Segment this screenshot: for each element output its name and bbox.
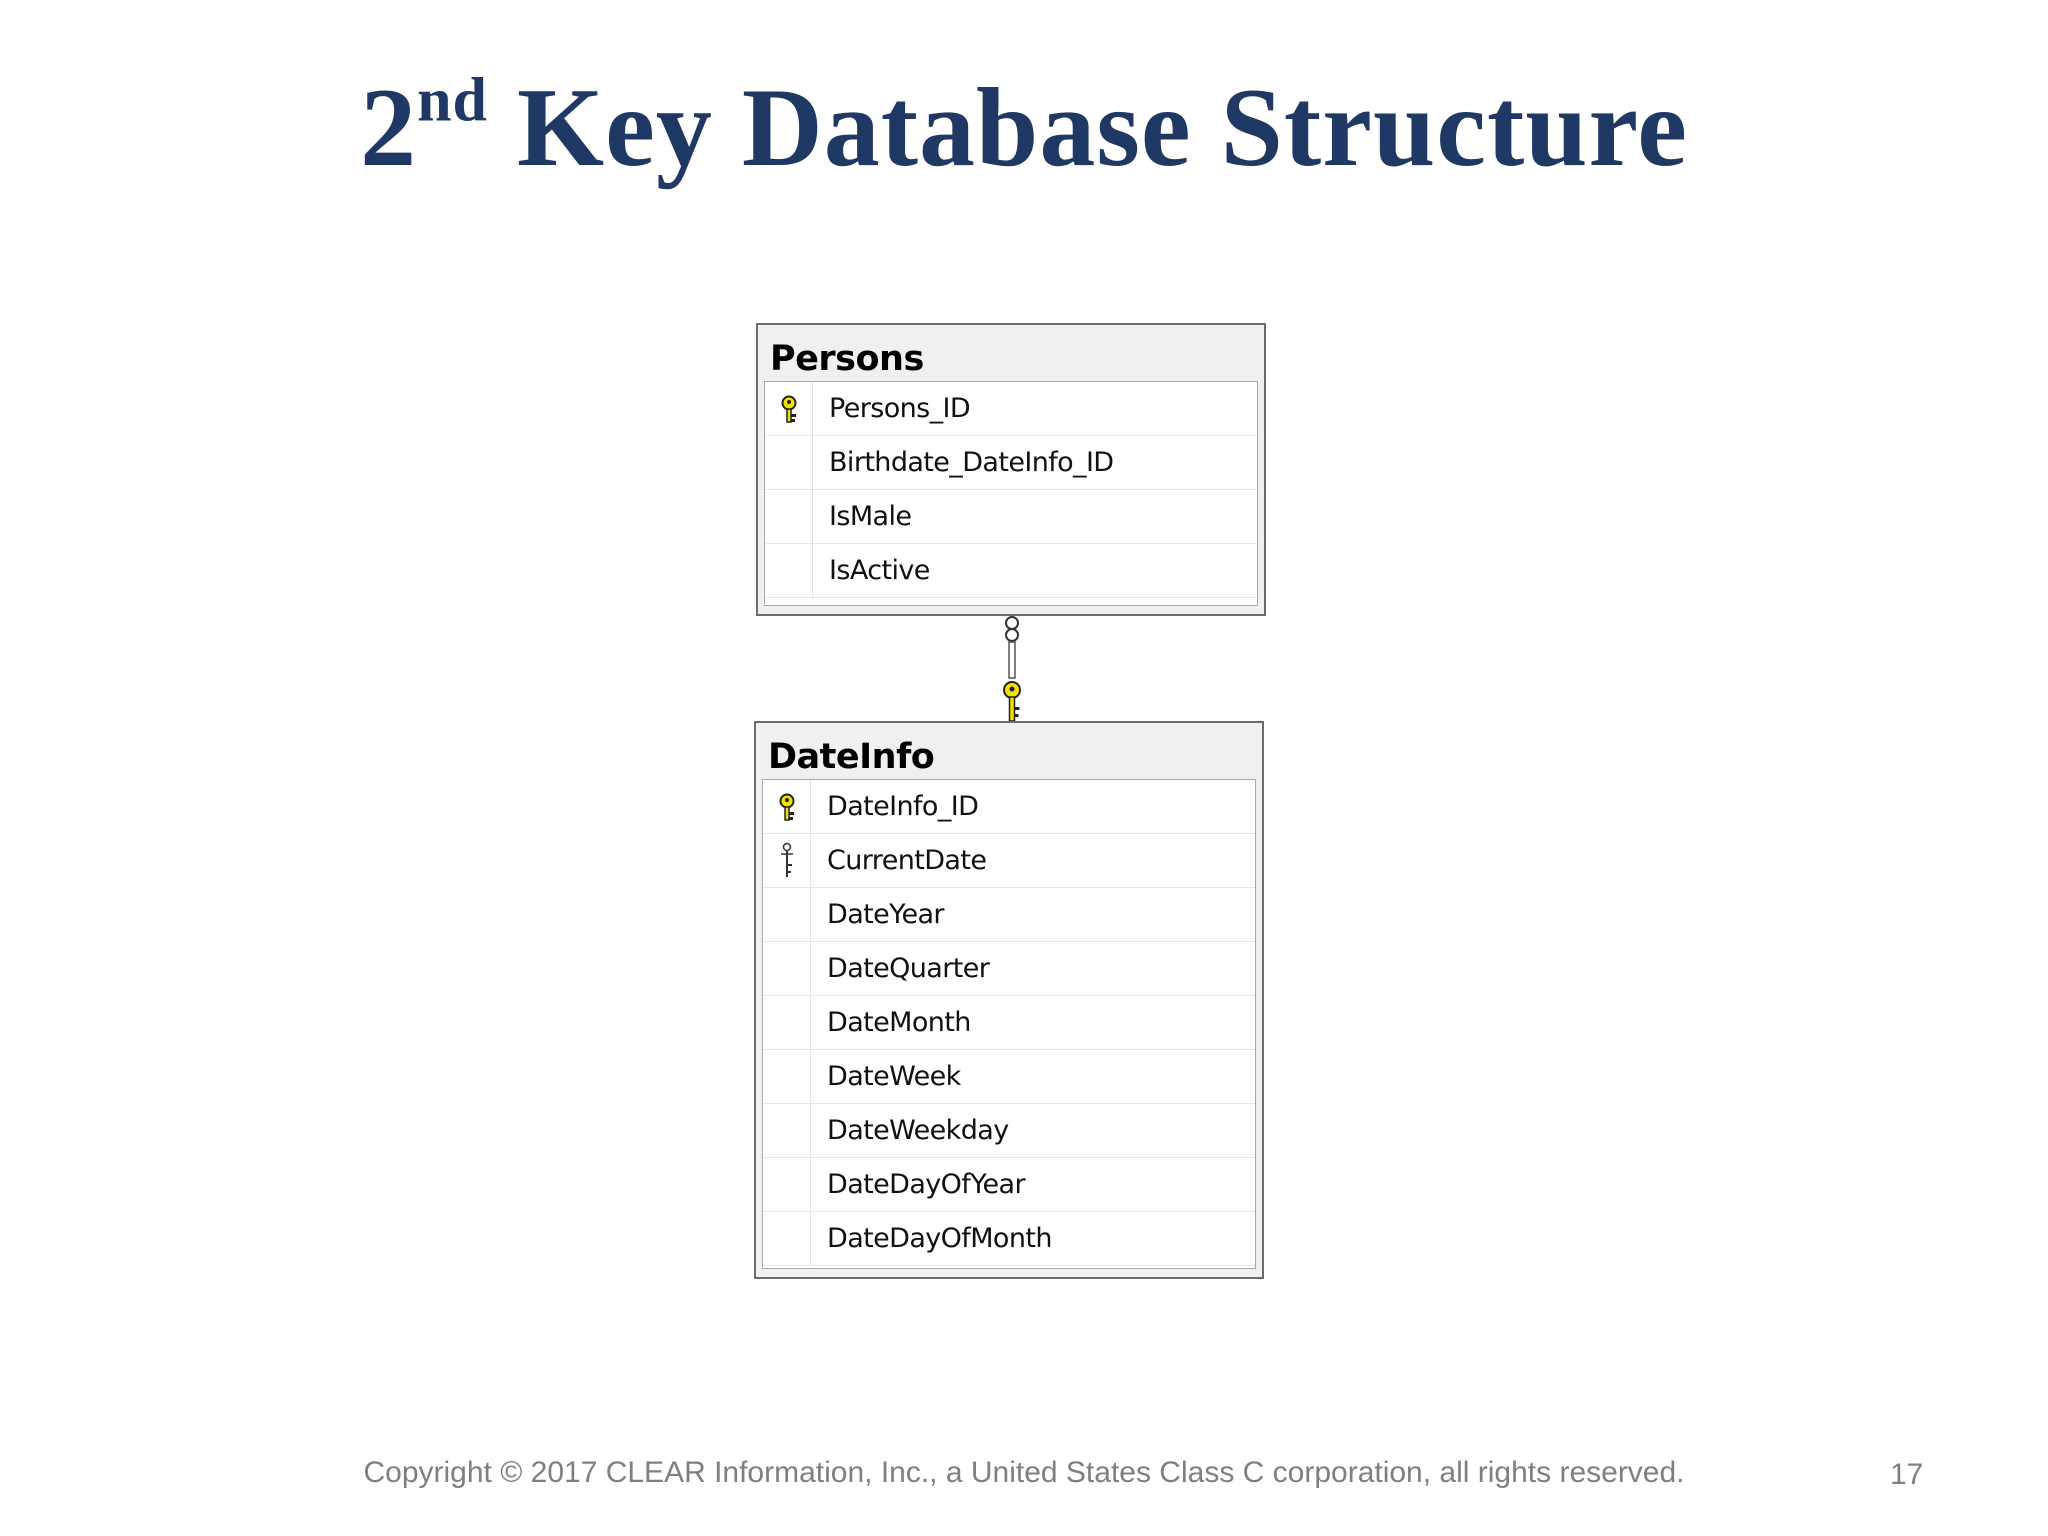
slide-title (0, 66, 2048, 190)
table-row[interactable] (763, 834, 1255, 888)
key-icon (1004, 682, 1020, 721)
primary-key-icon (763, 780, 811, 833)
copyright-footer: Copyright © 2017 CLEAR Information, Inc., a United States Class C corporation, all rights reserved. (363, 1456, 1685, 1489)
table-row[interactable] (763, 996, 1255, 1050)
column-name: DateDayOfYear (827, 1169, 1025, 1200)
column-name: DateWeek (827, 1061, 961, 1092)
column-name: DateQuarter (827, 953, 990, 984)
column-name: Birthdate_DateInfo_ID (829, 447, 1114, 478)
primary-key-icon (765, 382, 813, 435)
column-name: DateYear (827, 899, 944, 930)
table-title: Persons (770, 339, 924, 379)
table-dateinfo[interactable] (754, 721, 1264, 1279)
unique-key-icon (763, 834, 811, 887)
column-name: CurrentDate (827, 845, 987, 876)
column-name: Persons_ID (829, 393, 971, 424)
table-row[interactable] (763, 1050, 1255, 1104)
table-title: DateInfo (768, 737, 935, 777)
column-name: IsActive (829, 555, 930, 586)
page-number: 17 (1890, 1458, 1924, 1491)
column-name: DateMonth (827, 1007, 971, 1038)
table-row[interactable] (763, 942, 1255, 996)
table-row[interactable] (765, 436, 1257, 490)
table-row[interactable] (765, 490, 1257, 544)
column-name: DateWeekday (827, 1115, 1009, 1146)
column-name: IsMale (829, 501, 912, 532)
table-row[interactable] (763, 1104, 1255, 1158)
infinity-icon (1006, 617, 1018, 641)
table-row[interactable] (765, 544, 1257, 598)
table-row[interactable] (763, 1212, 1255, 1266)
table-row[interactable] (763, 1158, 1255, 1212)
relationship-line[interactable] (1000, 615, 1024, 725)
title-number: 2 (360, 66, 418, 190)
title-superscript: nd (417, 66, 489, 135)
column-name: DateInfo_ID (827, 791, 979, 822)
title-text: Key Database Structure (488, 66, 1688, 190)
table-row[interactable] (763, 888, 1255, 942)
table-row[interactable] (763, 780, 1255, 834)
column-name: DateDayOfMonth (827, 1223, 1052, 1254)
table-row[interactable] (765, 382, 1257, 436)
table-persons[interactable] (756, 323, 1266, 616)
column-list (762, 779, 1256, 1269)
column-list (764, 381, 1258, 606)
